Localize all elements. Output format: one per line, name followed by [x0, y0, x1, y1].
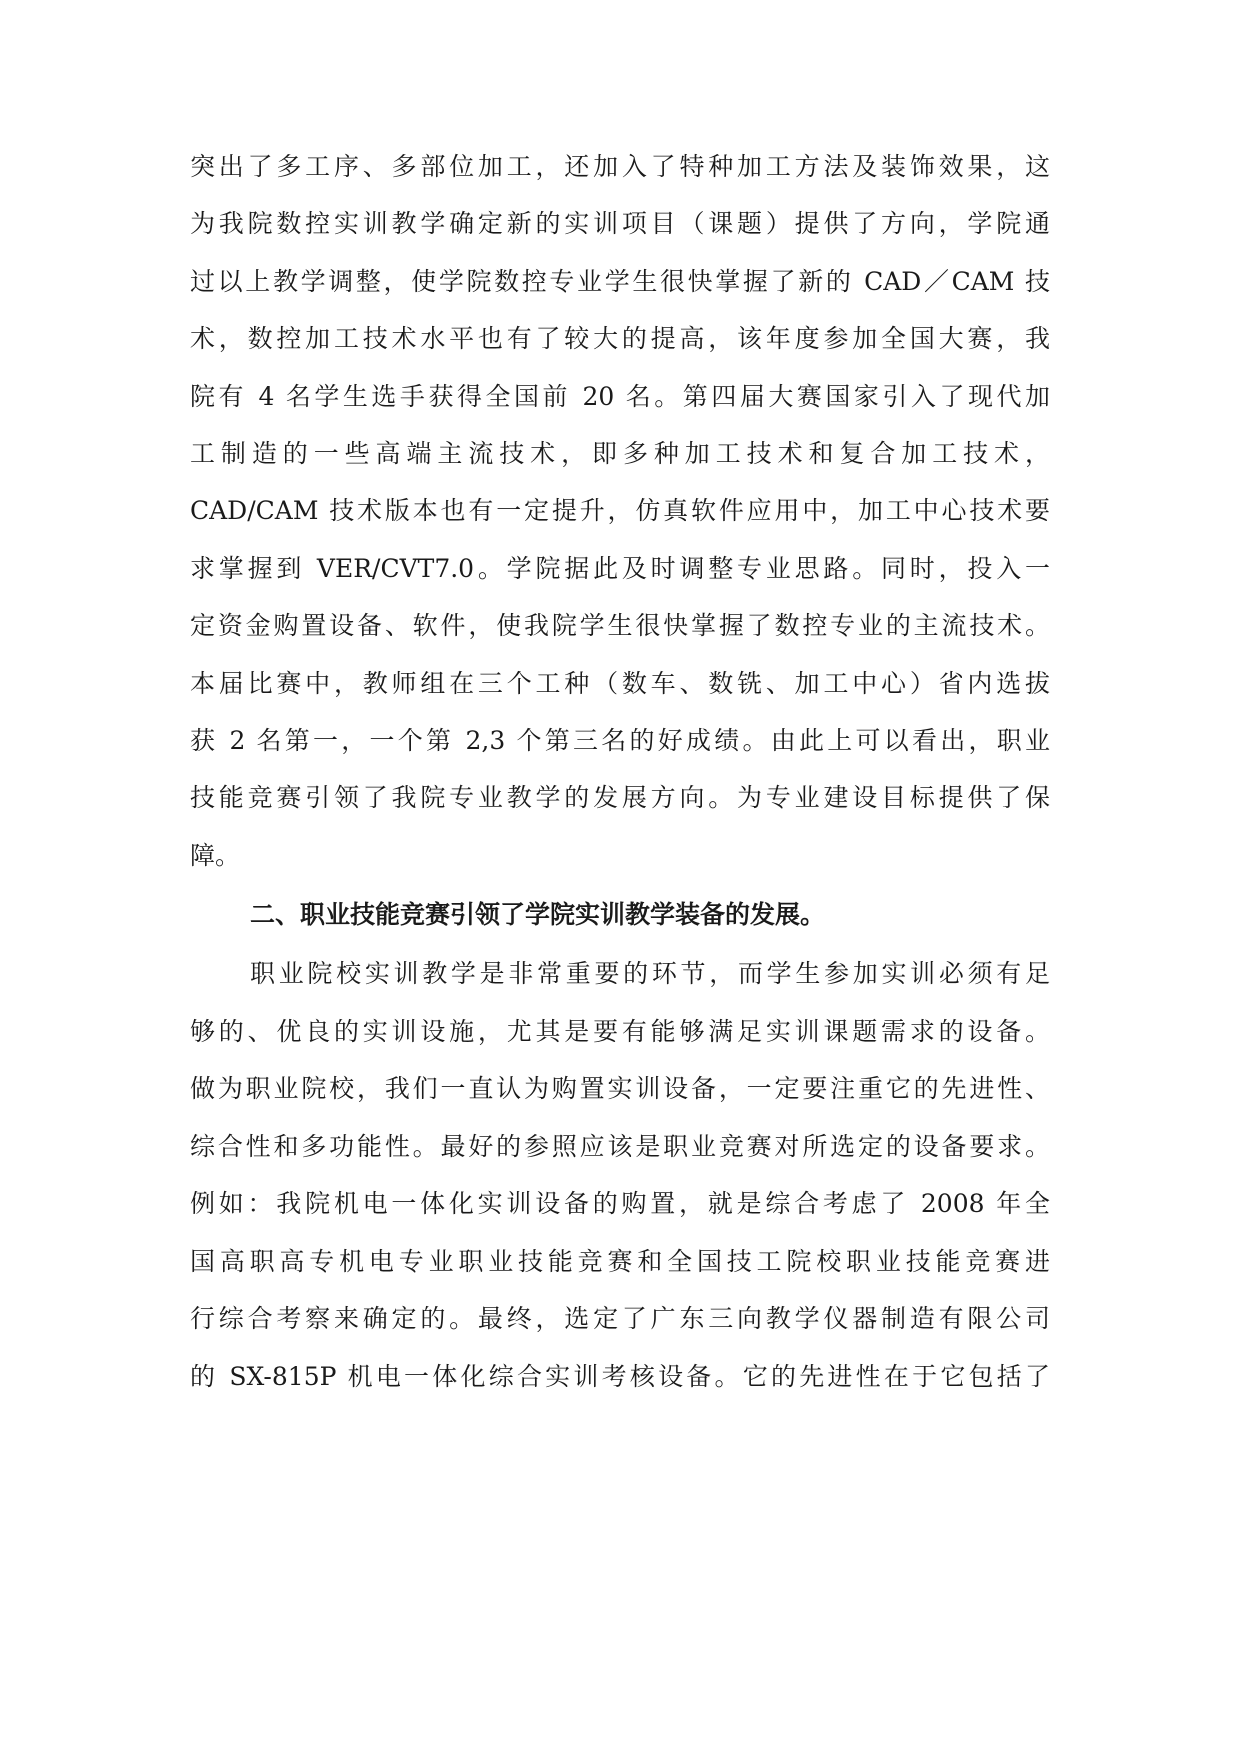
paragraph1-line-11: 获 2 名第一，一个第 2,3 个第三名的好成绩。由此上可以看出，职业: [190, 726, 1050, 755]
paragraph2-line-2: 够的、优良的实训设施，尤其是要有能够满足实训课题需求的设备。: [190, 1017, 1050, 1046]
paragraph1-line-3: 过以上教学调整，使学院数控专业学生很快掌握了新的 CAD／CAM 技: [190, 267, 1050, 296]
paragraph1-line-7: CAD/CAM 技术版本也有一定提升，仿真软件应用中，加工中心技术要: [190, 496, 1050, 525]
paragraph2-line-7: 行综合考察来确定的。最终，选定了广东三向教学仪器制造有限公司: [190, 1304, 1050, 1333]
paragraph1-line-9: 定资金购置设备、软件，使我院学生很快掌握了数控专业的主流技术。: [190, 611, 1050, 640]
paragraph1-line-8: 求掌握到 VER/CVT7.0。学院据此及时调整专业思路。同时，投入一: [190, 554, 1050, 583]
paragraph2-line-5: 例如：我院机电一体化实训设备的购置，就是综合考虑了 2008 年全: [190, 1189, 1050, 1218]
paragraph1-line-1: 突出了多工序、多部位加工，还加入了特种加工方法及装饰效果，这: [190, 152, 1050, 181]
paragraph2-line-6: 国高职高专机电专业职业技能竞赛和全国技工院校职业技能竞赛进: [190, 1247, 1050, 1276]
section-heading: 二、职业技能竞赛引领了学院实训教学装备的发展。: [250, 900, 826, 929]
paragraph1-line-5: 院有 4 名学生选手获得全国前 20 名。第四届大赛国家引入了现代加: [190, 382, 1050, 411]
paragraph1-line-4: 术，数控加工技术水平也有了较大的提高，该年度参加全国大赛，我: [190, 324, 1050, 353]
paragraph2-line-8: 的 SX-815P 机电一体化综合实训考核设备。它的先进性在于它包括了: [190, 1362, 1050, 1391]
paragraph1-line-13: 障。: [190, 841, 241, 870]
paragraph2-line-1: 职业院校实训教学是非常重要的环节，而学生参加实训必须有足: [250, 959, 1050, 988]
paragraph2-line-3: 做为职业院校，我们一直认为购置实训设备，一定要注重它的先进性、: [190, 1074, 1050, 1103]
paragraph1-line-10: 本届比赛中，教师组在三个工种（数车、数铣、加工中心）省内选拔: [190, 669, 1050, 698]
paragraph1-line-2: 为我院数控实训教学确定新的实训项目（课题）提供了方向，学院通: [190, 209, 1050, 238]
paragraph2-line-4: 综合性和多功能性。最好的参照应该是职业竞赛对所选定的设备要求。: [190, 1132, 1050, 1161]
paragraph1-line-6: 工制造的一些高端主流技术，即多种加工技术和复合加工技术，: [190, 439, 1050, 468]
paragraph1-line-12: 技能竞赛引领了我院专业教学的发展方向。为专业建设目标提供了保: [190, 783, 1050, 812]
